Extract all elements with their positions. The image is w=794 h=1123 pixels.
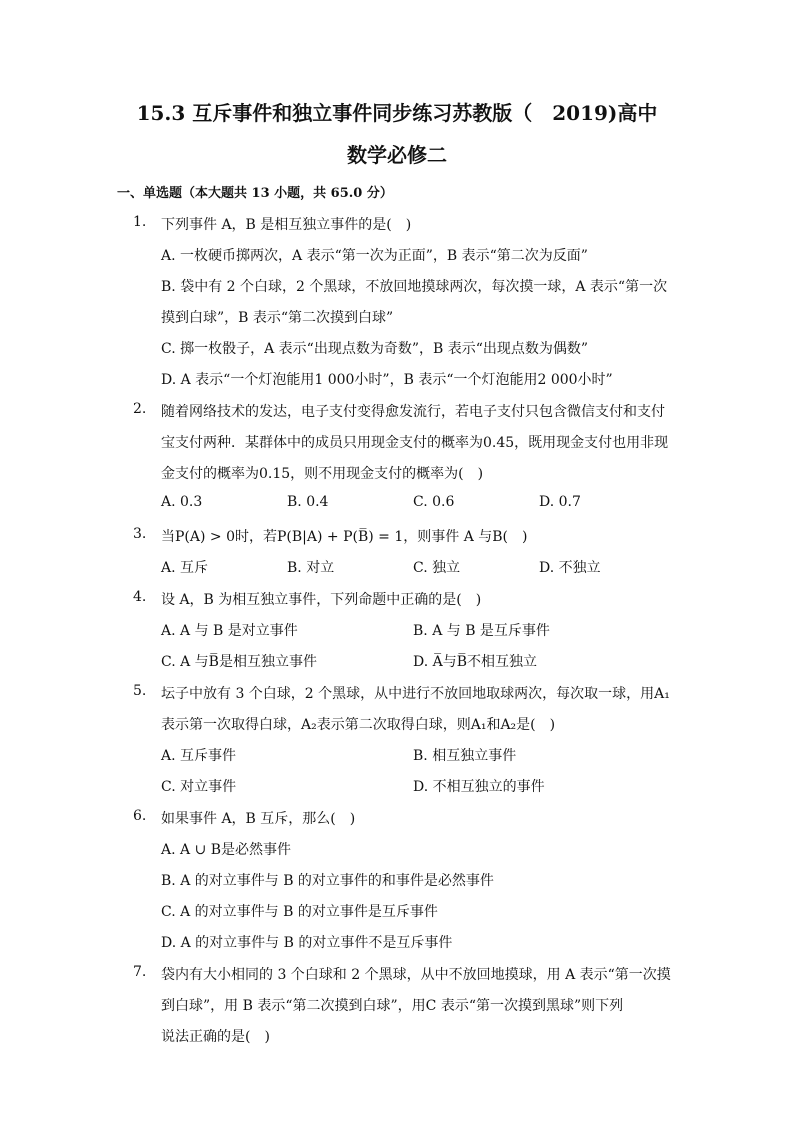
option-b: B. A 与 B 是互斥事件 bbox=[413, 623, 550, 639]
option-b: B. 对立 bbox=[287, 560, 335, 576]
question-stem: 袋内有大小相同的 3 个白球和 2 个黑球，从中不放回地摸球，用 A 表示“第一次摸 bbox=[161, 967, 671, 983]
option-b-continued: 摸到白球”，B 表示“第二次摸到白球” bbox=[161, 310, 394, 326]
option-b: B. 袋中有 2 个白球，2 个黑球，不放回地摸球两次，每次摸一球，A 表示“第一次 bbox=[161, 279, 668, 295]
question-stem: 说法正确的是( ) bbox=[161, 1029, 270, 1045]
option-d: D. A 表示“一个灯泡能用1 000小时”，B 表示“一个灯泡能用2 000小时” bbox=[161, 372, 613, 388]
option-d: D. 不相互独立的事件 bbox=[413, 779, 545, 795]
question-stem: 到白球”，用 B 表示“第二次摸到白球”，用C 表示“第一次摸到黑球”则下列 bbox=[161, 998, 624, 1014]
option-a: A. A 与 B 是对立事件 bbox=[161, 623, 298, 639]
option-a: A. 互斥事件 bbox=[161, 748, 237, 764]
option-b: B. A 的对立事件与 B 的对立事件的和事件是必然事件 bbox=[161, 873, 494, 889]
question-stem: 下列事件 A，B 是相互独立事件的是( ) bbox=[161, 217, 412, 233]
question-stem: 如果事件 A，B 互斥，那么( ) bbox=[161, 811, 356, 827]
option-c: C. 对立事件 bbox=[161, 779, 237, 795]
question-stem: 设 A，B 为相互独立事件，下列命题中正确的是( ) bbox=[161, 592, 482, 608]
section-heading: 一、单选题（本大题共 13 小题，共 65.0 分） bbox=[117, 186, 393, 201]
question-number: 4. bbox=[133, 589, 147, 605]
document-title-line2: 数学必修二 bbox=[347, 143, 447, 167]
question-stem: 随着网络技术的发达，电子支付变得愈发流行，若电子支付只包含微信支付和支付 bbox=[161, 404, 665, 420]
option-c: C. 掷一枚骰子，A 表示“出现点数为奇数”，B 表示“出现点数为偶数” bbox=[161, 341, 589, 357]
option-c: C. 0.6 bbox=[413, 494, 455, 510]
option-d: D. 不独立 bbox=[539, 560, 601, 576]
question-stem: 金支付的概率为0.15，则不用现金支付的概率为( ) bbox=[161, 466, 484, 482]
question-number: 2. bbox=[133, 401, 147, 417]
question-stem: 当P(A) > 0时，若P(B|A) + P(B̅) = 1，则事件 A 与B( ) bbox=[161, 529, 528, 545]
question-stem: 宝支付两种．某群体中的成员只用现金支付的概率为0.45，既用现金支付也用非现 bbox=[161, 435, 669, 451]
option-d: D. 0.7 bbox=[539, 494, 581, 510]
option-d: D. A̅与B̅不相互独立 bbox=[413, 654, 538, 670]
option-b: B. 0.4 bbox=[287, 494, 329, 510]
option-a: A. A ∪ B是必然事件 bbox=[161, 842, 292, 858]
option-d: D. A 的对立事件与 B 的对立事件不是互斥事件 bbox=[161, 935, 453, 951]
question-number: 6. bbox=[133, 808, 147, 824]
option-b: B. 相互独立事件 bbox=[413, 748, 517, 764]
question-number: 5. bbox=[133, 683, 147, 699]
option-a: A. 0.3 bbox=[161, 494, 203, 510]
question-number: 1. bbox=[133, 214, 147, 230]
question-stem: 坛子中放有 3 个白球，2 个黑球，从中进行不放回地取球两次，每次取一球，用A₁ bbox=[161, 686, 670, 702]
question-number: 3. bbox=[133, 526, 147, 542]
option-c: C. 独立 bbox=[413, 560, 461, 576]
document-title-line1: 15.3 互斥事件和独立事件同步练习苏教版（ 2019)高中 bbox=[136, 101, 658, 125]
option-a: A. 一枚硬币掷两次，A 表示“第一次为正面”，B 表示“第二次为反面” bbox=[161, 248, 588, 264]
question-stem: 表示第一次取得白球，A₂表示第二次取得白球，则A₁和A₂是( ) bbox=[161, 717, 556, 733]
option-a: A. 互斥 bbox=[161, 560, 209, 576]
option-c: C. A 的对立事件与 B 的对立事件是互斥事件 bbox=[161, 904, 438, 920]
question-number: 7. bbox=[133, 964, 147, 980]
option-c: C. A 与B̅是相互独立事件 bbox=[161, 654, 317, 670]
